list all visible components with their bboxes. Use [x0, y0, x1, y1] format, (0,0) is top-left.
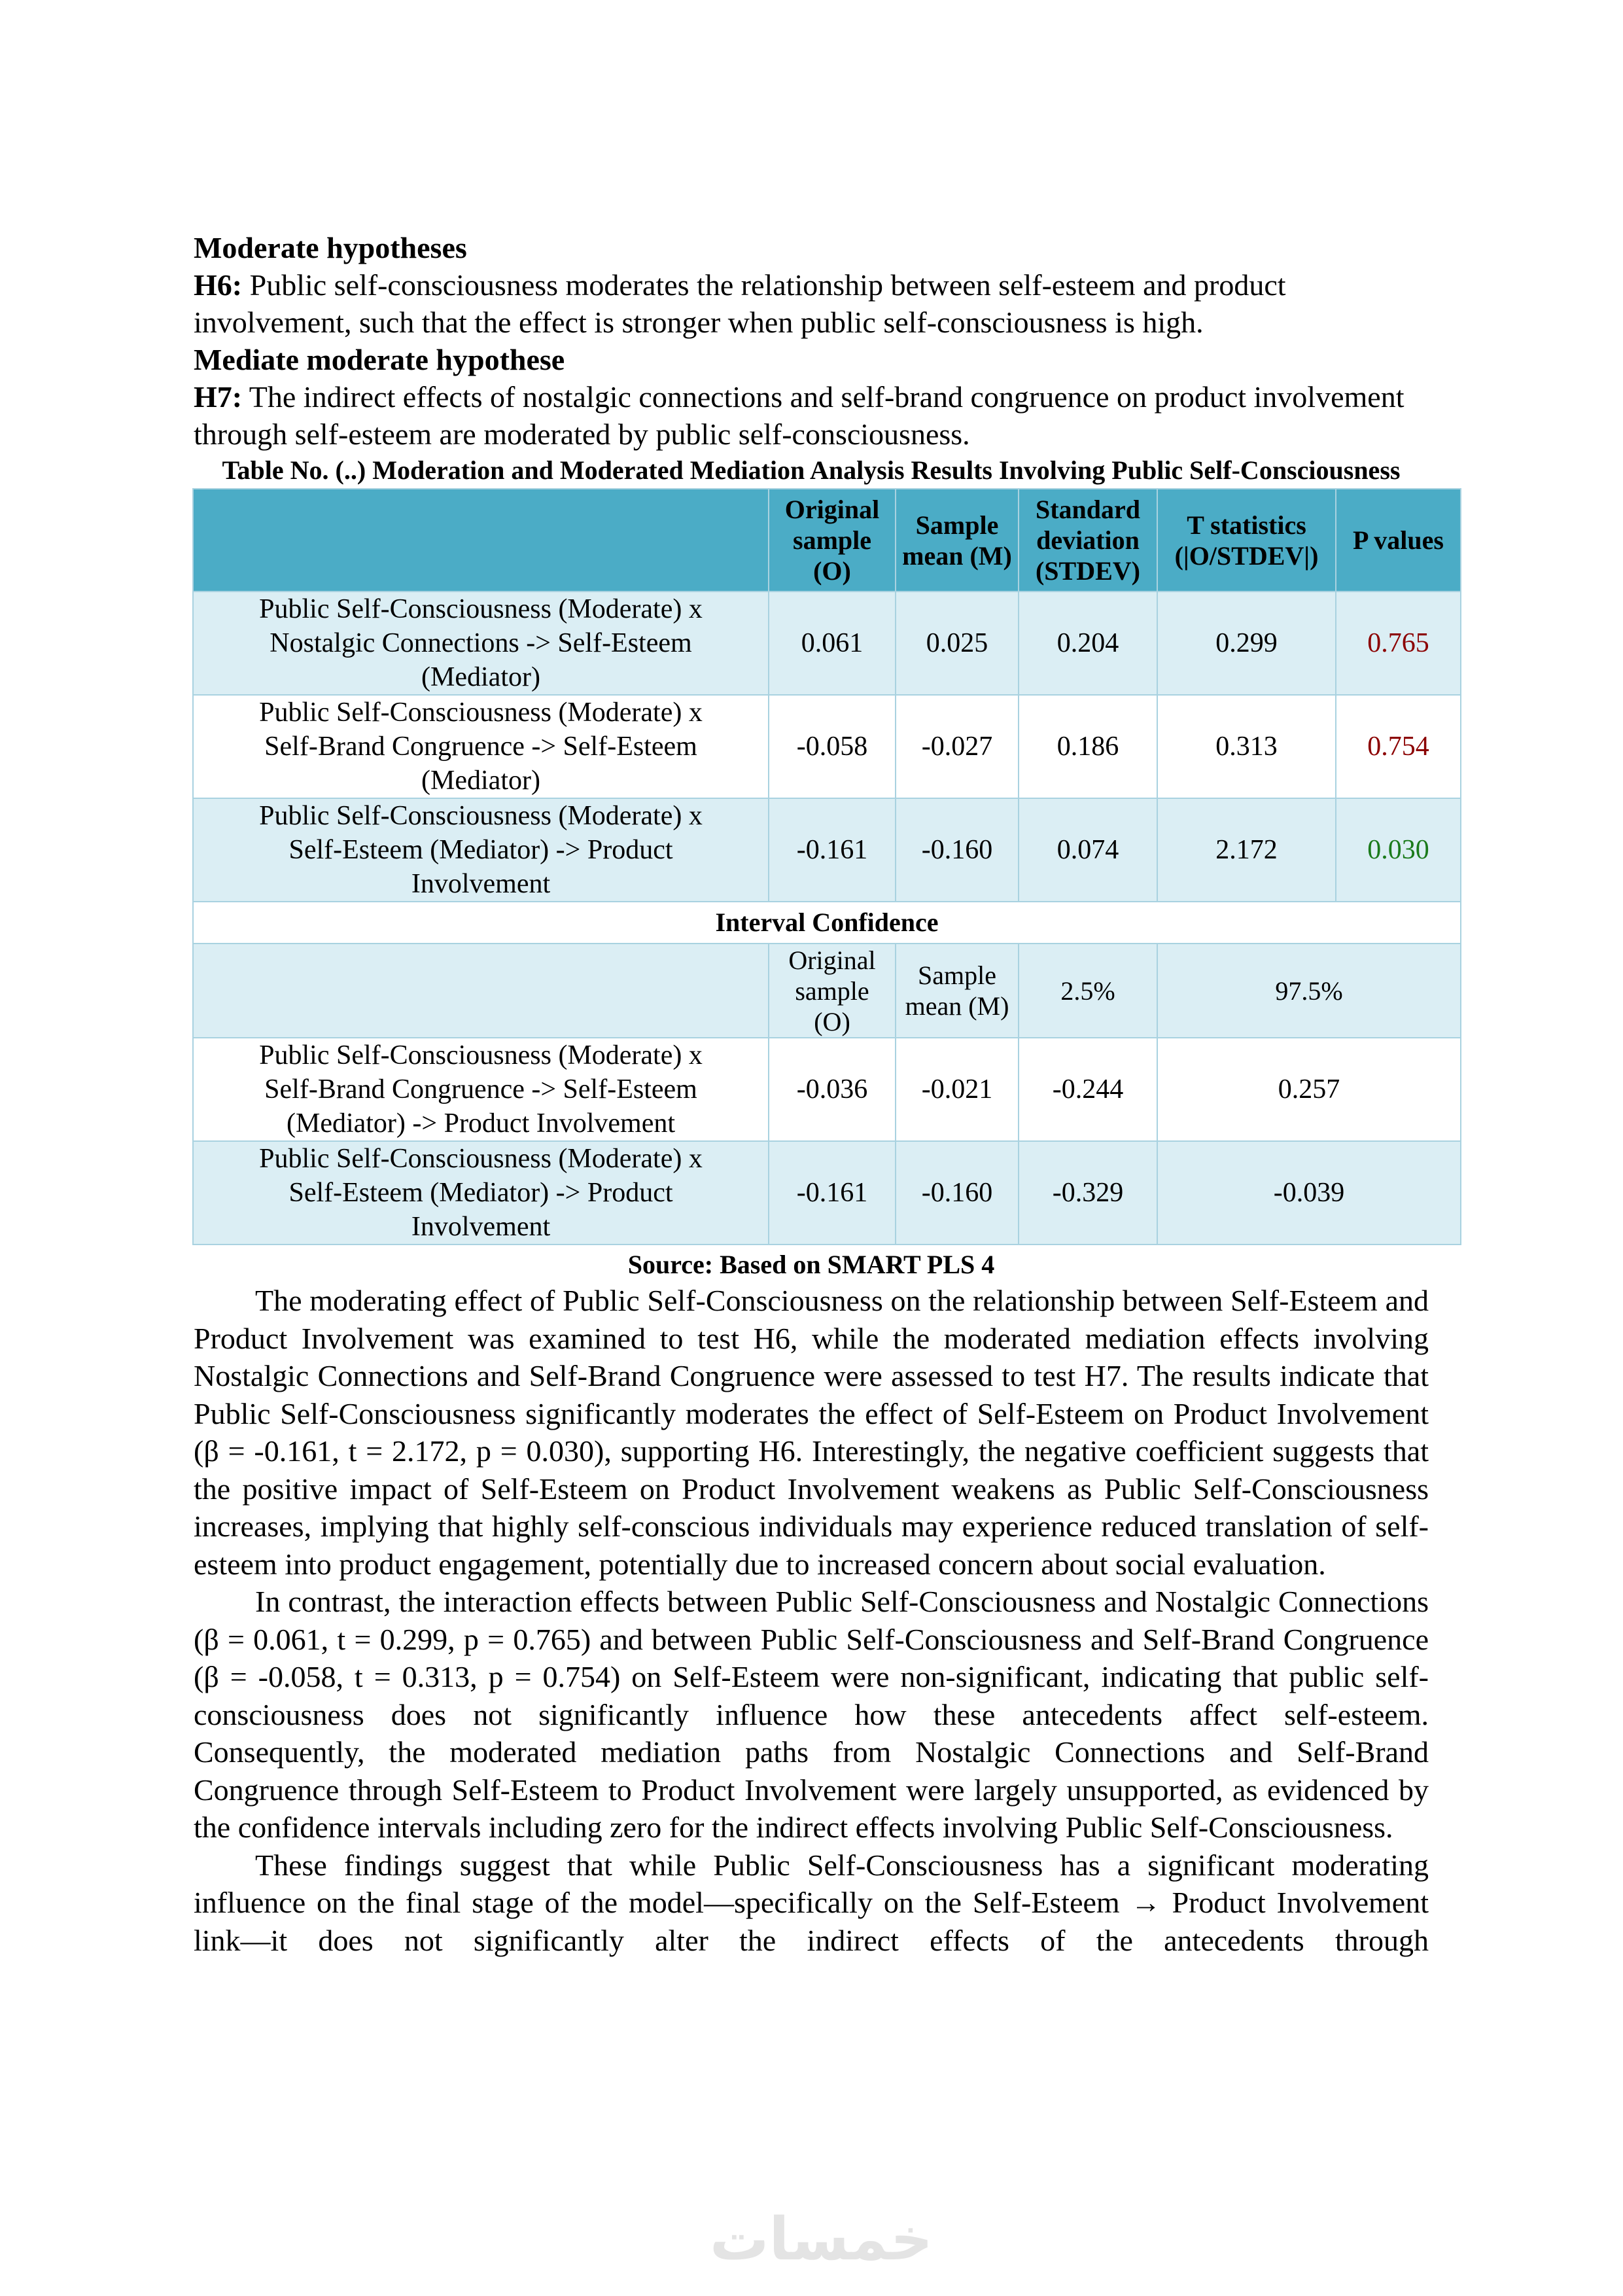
interval-confidence-title-row	[193, 902, 1461, 944]
path-cell: Public Self-Consciousness (Moderate) x Self-Brand Congruence -> Self-Esteem (Mediator)	[193, 695, 769, 798]
moderate-hypotheses-heading: Moderate hypotheses	[194, 231, 467, 264]
ci-upper-cell: -0.039	[1157, 1141, 1461, 1245]
table-caption: Table No. (..) Moderation and Moderated Mediation Analysis Results Involving Public Self-Consciousness	[222, 455, 1401, 485]
header-cell: Original sample (O)	[769, 489, 896, 592]
original-sample-cell: -0.036	[769, 1038, 896, 1141]
document-page	[194, 229, 1444, 1959]
sample-mean-cell: -0.160	[896, 1141, 1019, 1245]
original-sample-cell: 0.061	[769, 592, 896, 695]
stdev-cell: 0.074	[1019, 798, 1157, 902]
ci-lower-cell: -0.329	[1019, 1141, 1157, 1245]
body-paragraph: In contrast, the interaction effects between Public Self-Consciousness and Nostalgic Connections (β = 0.061, t = 0.299, p = 0.765) and between Public Self-Consciousness and Self-Brand Congruence (β = -0.058, t = 0.313, p = 0.754) on Self-Esteem were non-significant, indicating that public self-consciousness does not significantly influence how these antecedents affect self-esteem. Consequently, the moderated mediation paths from Nostalgic Connections and Self-Brand Congruence through Self-Esteem to Product Involvement were largely unsupported, as evidenced by the confidence intervals including zero for the indirect effects involving Public Self-Consciousness.	[194, 1585, 1429, 1844]
path-cell: Public Self-Consciousness (Moderate) x Self-Esteem (Mediator) -> Product Involvement	[193, 1141, 769, 1245]
path-cell: Public Self-Consciousness (Moderate) x Self-Esteem (Mediator) -> Product Involvement	[193, 798, 769, 902]
table-row	[193, 798, 1461, 902]
table-row	[193, 695, 1461, 798]
watermark-logo: خمسات	[710, 2205, 934, 2274]
header-cell: P values	[1336, 489, 1461, 592]
sample-mean-cell: -0.160	[896, 798, 1019, 902]
sample-mean-cell: 0.025	[896, 592, 1019, 695]
ci-header-cell: 97.5%	[1157, 944, 1461, 1038]
h6-hypothesis	[194, 266, 1429, 341]
t-stat-cell: 0.313	[1157, 695, 1336, 798]
body-paragraph: These findings suggest that while Public Self-Consciousness has a significant moderating influence on the final stage of the model—specifically on the Self-Esteem → Product Involvement link—it does not significantly alter the indirect effects of the antecedents through	[194, 1848, 1429, 1957]
h6-text: Public self-consciousness moderates the relationship between self-esteem and product involvement, such that the effect is stronger when public self-consciousness is high.	[194, 268, 1286, 339]
ci-lower-cell: -0.244	[1019, 1038, 1157, 1141]
sample-mean-cell: -0.027	[896, 695, 1019, 798]
p-value-cell: 0.765	[1336, 592, 1461, 695]
original-sample-cell: -0.058	[769, 695, 896, 798]
stdev-cell: 0.204	[1019, 592, 1157, 695]
header-cell	[193, 489, 769, 592]
header-cell: Standard deviation (STDEV)	[1019, 489, 1157, 592]
ci-header-cell: 2.5%	[1019, 944, 1157, 1038]
ci-header-row	[193, 944, 1461, 1038]
table-header-row	[193, 489, 1461, 592]
table-source: Source: Based on SMART PLS 4	[627, 1250, 995, 1279]
body-paragraph: The moderating effect of Public Self-Consciousness on the relationship between Self-Esteem and Product Involvement was examined to test H6, while the moderated mediation effects involving Nostalgic Connections and Self-Brand Congruence were assessed to test H7. The results indicate that Public Self-Consciousness significantly moderates the effect of Self-Esteem on Product Involvement (β = -0.161, t = 2.172, p = 0.030), supporting H6. Interestingly, the negative coefficient suggests that the positive impact of Self-Esteem on Product Involvement weakens as Public Self-Consciousness increases, implying that highly self-conscious individuals may experience reduced translation of self-esteem into product engagement, potentially due to increased concern about social evaluation.	[194, 1284, 1429, 1581]
table-row	[193, 592, 1461, 695]
results-table	[192, 488, 1461, 1245]
ci-row	[193, 1038, 1461, 1141]
h7-hypothesis	[194, 378, 1429, 453]
ci-upper-cell: 0.257	[1157, 1038, 1461, 1141]
header-cell: Sample mean (M)	[896, 489, 1019, 592]
path-cell: Public Self-Consciousness (Moderate) x Nostalgic Connections -> Self-Esteem (Mediator)	[193, 592, 769, 695]
original-sample-cell: -0.161	[769, 1141, 896, 1245]
p-value-cell: 0.754	[1336, 695, 1461, 798]
header-cell: T statistics (|O/STDEV|)	[1157, 489, 1336, 592]
original-sample-cell: -0.161	[769, 798, 896, 902]
p-value-cell: 0.030	[1336, 798, 1461, 902]
stdev-cell: 0.186	[1019, 695, 1157, 798]
h7-text: The indirect effects of nostalgic connections and self-brand congruence on product involvement through self-esteem are moderated by public self-consciousness.	[194, 380, 1405, 451]
h6-label: H6:	[194, 268, 243, 302]
ci-row	[193, 1141, 1461, 1245]
t-stat-cell: 0.299	[1157, 592, 1336, 695]
sample-mean-cell: -0.021	[896, 1038, 1019, 1141]
ci-header-cell: Original sample (O)	[769, 944, 896, 1038]
t-stat-cell: 2.172	[1157, 798, 1336, 902]
mediate-moderate-heading: Mediate moderate hypothese	[194, 343, 565, 376]
ci-header-cell	[193, 944, 769, 1038]
path-cell: Public Self-Consciousness (Moderate) x Self-Brand Congruence -> Self-Esteem (Mediator) -> Product Involvement	[193, 1038, 769, 1141]
h7-label: H7:	[194, 380, 243, 414]
interval-confidence-title: Interval Confidence	[193, 902, 1461, 944]
ci-header-cell: Sample mean (M)	[896, 944, 1019, 1038]
